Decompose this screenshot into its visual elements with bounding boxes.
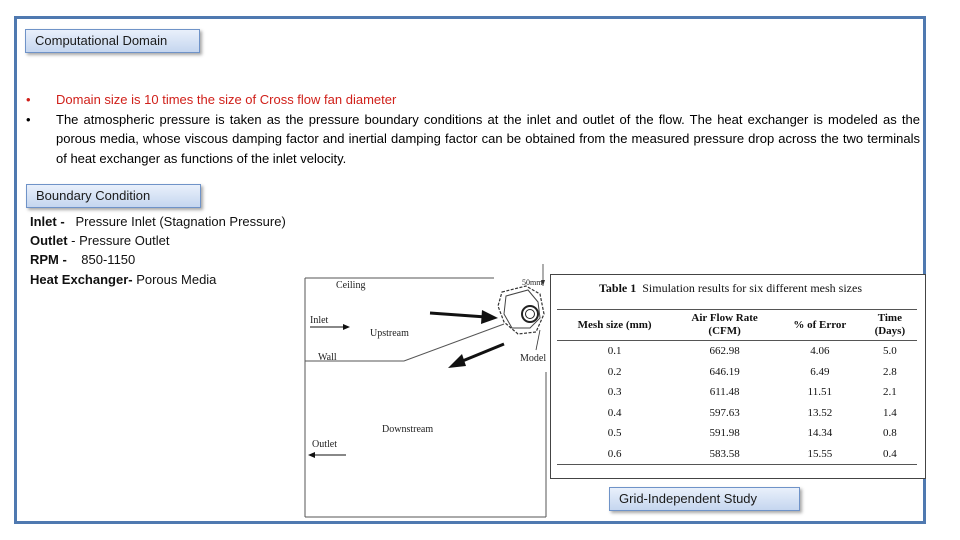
bc-value: Porous Media — [132, 271, 217, 287]
cell: 2.8 — [882, 365, 897, 378]
header-text: % of Error — [793, 318, 847, 331]
cell: 11.51 — [807, 386, 832, 399]
inlet-label: Inlet — [310, 315, 329, 326]
ceiling-label: Ceiling — [336, 280, 366, 291]
model-leader-line — [536, 330, 540, 350]
bc-key: Outlet — [30, 233, 68, 249]
wall-label: Wall — [318, 352, 337, 363]
cell: 0.3 — [607, 386, 622, 399]
header-text: Air Flow Rate — [691, 312, 758, 324]
domain-diagram — [304, 262, 550, 518]
bc-key: Heat Exchanger- — [30, 271, 133, 287]
bullet-dot: • — [26, 92, 31, 107]
table-row — [557, 423, 917, 444]
simulation-results-table — [557, 309, 917, 465]
bullet-text: The atmospheric pressure is taken as the pressure boundary conditions at the inlet and outlet of the flow. The heat exchanger is modeled as the porous media, whose viscous damping factor and inertial damping factor can be obtained from the measured pressure drop across the two terminals of heat exchanger as functions of the inlet velocity. — [56, 111, 920, 166]
table-header-row — [557, 310, 917, 341]
cell: 1.4 — [882, 406, 897, 419]
bc-inlet — [30, 212, 286, 231]
outflow-arrowhead — [448, 354, 466, 368]
cell: 662.98 — [709, 345, 740, 358]
inflow-arrowhead — [481, 310, 498, 324]
cell: 0.6 — [557, 444, 672, 465]
cell: 0.1 — [607, 345, 622, 358]
bullet-list — [26, 90, 920, 168]
bc-value: - Pressure Outlet — [67, 233, 170, 249]
cell: 597.63 — [709, 406, 740, 419]
bc-key: Inlet - — [30, 214, 65, 229]
downstream-label: Downstream — [382, 424, 434, 435]
header-text: (CFM) — [708, 325, 741, 337]
bullet-dot: • — [26, 111, 31, 127]
table-row — [557, 403, 917, 424]
table-row — [557, 382, 917, 403]
table-row — [557, 341, 917, 362]
header-time — [863, 310, 917, 341]
cell: 15.55 — [777, 444, 863, 465]
bc-rpm — [30, 250, 286, 269]
table-row — [557, 362, 917, 383]
cell: 4.06 — [810, 345, 830, 358]
boundary-condition-list — [30, 212, 286, 289]
bc-heat-exchanger — [30, 270, 286, 289]
simulation-results-table-panel — [550, 274, 926, 479]
cell: 646.19 — [709, 365, 740, 378]
computational-domain-label: Computational Domain — [25, 29, 200, 53]
cell: 583.58 — [672, 444, 777, 465]
bc-value: 850-1150 — [66, 252, 136, 268]
cell: 13.52 — [807, 406, 833, 419]
header-text: Time — [877, 312, 902, 324]
cell: 0.4 — [607, 406, 622, 419]
grid-independent-study-label: Grid-Independent Study — [609, 487, 800, 511]
header-text: Mesh size (mm) — [577, 318, 652, 331]
cell: 591.98 — [709, 427, 740, 440]
cell: 0.4 — [863, 444, 917, 465]
header-percent-error — [777, 310, 863, 341]
bullet-text: Domain size is 10 times the size of Cross flow fan diameter — [56, 92, 397, 107]
outlet-arrowhead — [308, 452, 315, 458]
boundary-condition-label: Boundary Condition — [26, 184, 201, 208]
model-label: Model — [520, 353, 547, 364]
bc-key: RPM - — [30, 252, 67, 268]
bc-outlet — [30, 231, 286, 250]
inlet-arrowhead — [343, 324, 350, 330]
table-caption-text: Simulation results for six different mesh sizes — [642, 281, 862, 295]
outflow-arrow-shaft — [460, 344, 504, 362]
header-air-flow-rate — [672, 310, 777, 341]
cell: 0.2 — [607, 365, 622, 378]
table-number: Table 1 — [599, 281, 637, 295]
upstream-label: Upstream — [370, 328, 409, 339]
table-row — [557, 444, 917, 465]
bc-value: Pressure Inlet (Stagnation Pressure) — [64, 214, 286, 229]
cross-flow-fan-model — [498, 286, 544, 334]
cell: 2.1 — [882, 386, 897, 399]
header-text: (Days) — [874, 325, 906, 337]
outlet-label: Outlet — [312, 439, 337, 450]
dimension-label: 50mm — [522, 278, 543, 287]
bullet-domain-size — [26, 90, 920, 110]
header-mesh-size — [557, 310, 672, 341]
bullet-pressure-conditions — [26, 110, 920, 169]
inflow-arrow-shaft — [430, 313, 486, 317]
cell: 611.48 — [709, 386, 740, 399]
cell: 0.8 — [882, 427, 897, 440]
cell: 14.34 — [807, 427, 833, 440]
cell: 6.49 — [810, 365, 830, 378]
cell: 5.0 — [882, 345, 897, 358]
table-caption — [599, 281, 862, 296]
cell: 0.5 — [607, 427, 622, 440]
